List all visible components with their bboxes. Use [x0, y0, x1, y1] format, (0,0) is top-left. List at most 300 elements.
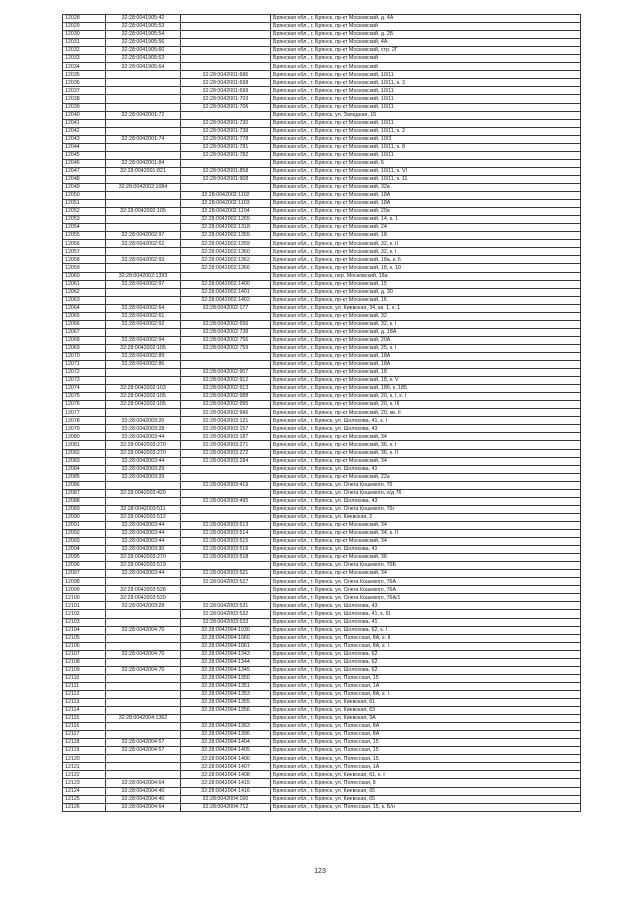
land-cadastral-cell: 32:28:0042004:70 — [106, 666, 181, 674]
building-cadastral-cell: 32:28:0042003:531 — [181, 602, 271, 610]
land-cadastral-cell: 32:28:0042003:270 — [106, 554, 181, 562]
building-cadastral-cell: 32:28:0042003:515 — [181, 538, 271, 546]
land-cadastral-cell — [106, 175, 181, 183]
building-cadastral-cell: 32:28:0042002:1400 — [181, 280, 271, 288]
table-row — [63, 63, 581, 71]
row-number-cell: 12055 — [63, 232, 106, 240]
table-row — [63, 618, 581, 626]
building-cadastral-cell — [181, 159, 271, 167]
building-cadastral-cell: 32:28:0042004:1353 — [181, 690, 271, 698]
row-number-cell: 12094 — [63, 546, 106, 554]
building-cadastral-cell — [181, 465, 271, 473]
address-cell: Брянская обл., г. Брянск, пр-кт Московский, 24 — [271, 224, 581, 232]
address-cell: Брянская обл., г. Брянск, ул. Полесская, 15 — [271, 747, 581, 755]
land-cadastral-cell: 32:28:0042004:40 — [106, 787, 181, 795]
address-cell: Брянская обл., г. Брянск, пр-кт Московский, 10/11 — [271, 103, 581, 111]
address-cell: Брянская обл., г. Брянск, пр-кт Московский, д. 30 — [271, 288, 581, 296]
address-cell: Брянская обл., г. Брянск, пр-кт Московский, 34 — [271, 433, 581, 441]
land-cadastral-cell — [106, 610, 181, 618]
address-cell: Брянская обл., г. Брянск, ул. Полесская, 8А — [271, 731, 581, 739]
table-row — [63, 143, 581, 151]
address-cell: Брянская обл., г. Брянск, ул. Шолохова, 43 — [271, 602, 581, 610]
building-cadastral-cell — [181, 312, 271, 320]
row-number-cell: 12117 — [63, 731, 106, 739]
table-row — [63, 763, 581, 771]
table-row — [63, 409, 581, 417]
building-cadastral-cell: 32:28:0042003:518 — [181, 554, 271, 562]
row-number-cell: 12046 — [63, 159, 106, 167]
row-number-cell: 12124 — [63, 787, 106, 795]
table-row — [63, 425, 581, 433]
address-cell: Брянская обл., г. Брянск, ул. Шолохова, 43 — [271, 425, 581, 433]
address-cell: Брянская обл., г. Брянск, пр-кт Московский, 10/11, к. VI — [271, 167, 581, 175]
table-row — [63, 642, 581, 650]
row-number-cell: 12120 — [63, 755, 106, 763]
row-number-cell: 12044 — [63, 143, 106, 151]
table-row — [63, 650, 581, 658]
row-number-cell: 12041 — [63, 119, 106, 127]
building-cadastral-cell: 32:28:0042003:516 — [181, 546, 271, 554]
land-cadastral-cell: 32:28:0042003:529 — [106, 594, 181, 602]
table-row — [63, 167, 581, 175]
building-cadastral-cell: 32:28:0042004:1396 — [181, 731, 271, 739]
table-row — [63, 634, 581, 642]
address-cell: Брянская обл., г. Брянск, ул. Западная, 15 — [271, 111, 581, 119]
address-cell: Брянская обл., г. Брянск, пр-кт Московский, 18А — [271, 200, 581, 208]
address-cell: Брянская обл., г. Брянск, пр-кт Московский, 10/3 — [271, 135, 581, 143]
building-cadastral-cell — [181, 361, 271, 369]
table-row — [63, 87, 581, 95]
land-cadastral-cell — [106, 127, 181, 135]
table-row — [63, 232, 581, 240]
address-cell: Брянская обл., г. Брянск, ул. Шолохова, 62 — [271, 658, 581, 666]
building-cadastral-cell: 32:28:0042002:1360 — [181, 248, 271, 256]
building-cadastral-cell: 32:28:0042004:1344 — [181, 658, 271, 666]
building-cadastral-cell — [181, 473, 271, 481]
building-cadastral-cell: 32:28:0042004:1350 — [181, 674, 271, 682]
building-cadastral-cell: 32:28:0042004:160 — [181, 795, 271, 803]
row-number-cell: 12087 — [63, 489, 106, 497]
row-number-cell: 12083 — [63, 457, 106, 465]
row-number-cell: 12034 — [63, 63, 106, 71]
address-cell: Брянская обл., г. Брянск, ул. Шолохова, 41 — [271, 618, 581, 626]
land-cadastral-cell: 32:28:0041905:56 — [106, 39, 181, 47]
building-cadastral-cell: 32:28:0042004:1355 — [181, 698, 271, 706]
table-row — [63, 666, 581, 674]
table-row — [63, 312, 581, 320]
row-number-cell: 12056 — [63, 240, 106, 248]
row-number-cell: 12125 — [63, 795, 106, 803]
building-cadastral-cell: 32:28:0042004:1030 — [181, 626, 271, 634]
row-number-cell: 12093 — [63, 538, 106, 546]
row-number-cell: 12039 — [63, 103, 106, 111]
row-number-cell: 12063 — [63, 296, 106, 304]
table-row — [63, 755, 581, 763]
address-cell: Брянская обл., г. Брянск, пр-кт Московский, 18А — [271, 192, 581, 200]
building-cadastral-cell — [181, 55, 271, 63]
page-number: 123 — [314, 868, 326, 875]
building-cadastral-cell — [181, 111, 271, 119]
row-number-cell: 12089 — [63, 505, 106, 513]
land-cadastral-cell: 32:28:0042003:44 — [106, 433, 181, 441]
address-cell: Брянская обл., г. Брянск, пр-кт Московский — [271, 55, 581, 63]
address-cell: Брянская обл., г. Брянск, пр-кт Московский, 36, к. II — [271, 449, 581, 457]
land-cadastral-cell: 32:28:0042002:94 — [106, 336, 181, 344]
address-cell: Брянская обл., г. Брянск, пр-кт Московский, 10/11 — [271, 71, 581, 79]
row-number-cell: 12060 — [63, 272, 106, 280]
row-number-cell: 12082 — [63, 449, 106, 457]
table-row — [63, 159, 581, 167]
land-cadastral-cell — [106, 578, 181, 586]
address-cell: Брянская обл., г. Брянск, пр-кт Московский, 18 — [271, 369, 581, 377]
land-cadastral-cell: 32:28:0042002:103 — [106, 385, 181, 393]
row-number-cell: 12045 — [63, 151, 106, 159]
building-cadastral-cell: 32:28:0042002:1401 — [181, 288, 271, 296]
building-cadastral-cell: 32:28:0042004:1404 — [181, 739, 271, 747]
land-cadastral-cell: 32:28:0042001:821 — [106, 167, 181, 175]
table-row — [63, 682, 581, 690]
table-row — [63, 71, 581, 79]
land-cadastral-cell: 32:28:0042002:62 — [106, 240, 181, 248]
land-cadastral-cell: 32:28:0042003:270 — [106, 449, 181, 457]
building-cadastral-cell: 32:28:0042002:756 — [181, 336, 271, 344]
land-cadastral-cell — [106, 151, 181, 159]
row-number-cell: 12090 — [63, 513, 106, 521]
row-number-cell: 12031 — [63, 39, 106, 47]
table-row — [63, 715, 581, 723]
building-cadastral-cell: 32:28:0042002:1103 — [181, 200, 271, 208]
land-cadastral-cell — [106, 723, 181, 731]
registry-table — [62, 14, 581, 812]
address-cell: Брянская обл., г. Брянск, пр-кт Московский, 32а — [271, 183, 581, 191]
land-cadastral-cell: 32:28:0042003:511 — [106, 505, 181, 513]
building-cadastral-cell: 32:28:0042003:527 — [181, 578, 271, 586]
row-number-cell: 12102 — [63, 610, 106, 618]
building-cadastral-cell: 32:28:0042003:121 — [181, 417, 271, 425]
row-number-cell: 12038 — [63, 95, 106, 103]
table-row — [63, 175, 581, 183]
land-cadastral-cell — [106, 103, 181, 111]
land-cadastral-cell: 32:28:0042002:64 — [106, 304, 181, 312]
address-cell: Брянская обл., г. Брянск, пр-кт Московский, 34 — [271, 521, 581, 529]
row-number-cell: 12068 — [63, 336, 106, 344]
table-row — [63, 200, 581, 208]
row-number-cell: 12097 — [63, 570, 106, 578]
building-cadastral-cell: 32:28:0042003:419 — [181, 481, 271, 489]
address-cell: Брянская обл., г. Брянск, ул. Олега Кошевого, 76г — [271, 505, 581, 513]
table-row — [63, 441, 581, 449]
table-row — [63, 731, 581, 739]
land-cadastral-cell: 32:28:0041905:54 — [106, 31, 181, 39]
address-cell: Брянская обл., г. Брянск, ул. Полесская, 15 — [271, 739, 581, 747]
table-row — [63, 95, 581, 103]
land-cadastral-cell: 32:28:0042003:44 — [106, 538, 181, 546]
row-number-cell: 12042 — [63, 127, 106, 135]
row-number-cell: 12074 — [63, 385, 106, 393]
table-row — [63, 546, 581, 554]
land-cadastral-cell — [106, 95, 181, 103]
land-cadastral-cell — [106, 328, 181, 336]
row-number-cell: 12115 — [63, 715, 106, 723]
table-row — [63, 23, 581, 31]
building-cadastral-cell: 32:28:0042001:782 — [181, 151, 271, 159]
row-number-cell: 12101 — [63, 602, 106, 610]
land-cadastral-cell — [106, 497, 181, 505]
row-number-cell: 12050 — [63, 192, 106, 200]
row-number-cell: 12095 — [63, 554, 106, 562]
building-cadastral-cell: 32:28:0042004:1351 — [181, 682, 271, 690]
row-number-cell: 12100 — [63, 594, 106, 602]
table-row — [63, 481, 581, 489]
building-cadastral-cell — [181, 513, 271, 521]
land-cadastral-cell: 32:28:0042002:1084 — [106, 183, 181, 191]
row-number-cell: 12043 — [63, 135, 106, 143]
building-cadastral-cell: 32:28:0042004:1416 — [181, 787, 271, 795]
table-row — [63, 795, 581, 803]
row-number-cell: 12080 — [63, 433, 106, 441]
row-number-cell: 12092 — [63, 530, 106, 538]
table-row — [63, 47, 581, 55]
address-cell: Брянская обл., г. Брянск, пр-кт Московский, 36 — [271, 554, 581, 562]
table-row — [63, 433, 581, 441]
row-number-cell: 12107 — [63, 650, 106, 658]
row-number-cell: 12052 — [63, 208, 106, 216]
row-number-cell: 12105 — [63, 634, 106, 642]
table-row — [63, 779, 581, 787]
table-row — [63, 344, 581, 352]
address-cell: Брянская обл., г. Брянск, пр-кт Московский, 20а — [271, 208, 581, 216]
land-cadastral-cell — [106, 119, 181, 127]
land-cadastral-cell — [106, 192, 181, 200]
table-row — [63, 240, 581, 248]
address-cell: Брянская обл., г. Брянск, пр-кт Московский, д. 2Б — [271, 31, 581, 39]
table-row — [63, 787, 581, 795]
address-cell: Брянская обл., г. Брянск, ул. Киевская, 34, кв. 1, к. 1 — [271, 304, 581, 312]
table-row — [63, 352, 581, 360]
land-cadastral-cell: 32:28:0042002:97 — [106, 232, 181, 240]
building-cadastral-cell: 32:28:0042002:1265 — [181, 216, 271, 224]
land-cadastral-cell: 32:28:0042003:270 — [106, 441, 181, 449]
row-number-cell: 12037 — [63, 87, 106, 95]
address-cell: Брянская обл., г. Брянск, ул. Киевская, 65 — [271, 795, 581, 803]
row-number-cell: 12073 — [63, 377, 106, 385]
table-row — [63, 489, 581, 497]
land-cadastral-cell — [106, 143, 181, 151]
building-cadastral-cell: 32:28:0042001:858 — [181, 167, 271, 175]
land-cadastral-cell — [106, 731, 181, 739]
land-cadastral-cell: 32:28:0041905:63 — [106, 55, 181, 63]
address-cell: Брянская обл., г. Брянск, ул. Олега Кошевого, о/д 76 — [271, 489, 581, 497]
table-row — [63, 264, 581, 272]
row-number-cell: 12096 — [63, 562, 106, 570]
table-row — [63, 473, 581, 481]
row-number-cell: 12123 — [63, 779, 106, 787]
land-cadastral-cell: 32:28:0042004:40 — [106, 795, 181, 803]
table-row — [63, 723, 581, 731]
address-cell: Брянская обл., г. Брянск, ул. Полесская, 15, к. Б/н — [271, 803, 581, 811]
building-cadastral-cell: 32:28:0042002:1104 — [181, 208, 271, 216]
building-cadastral-cell — [181, 272, 271, 280]
address-cell: Брянская обл., г. Брянск, пр-кт Московский, 34 — [271, 570, 581, 578]
land-cadastral-cell: 32:28:0042004:1362 — [106, 715, 181, 723]
land-cadastral-cell — [106, 763, 181, 771]
address-cell: Брянская обл., г. Брянск, пр-кт Московский, стр. 2Г — [271, 47, 581, 55]
building-cadastral-cell — [181, 505, 271, 513]
row-number-cell: 12109 — [63, 666, 106, 674]
building-cadastral-cell: 32:28:0042002:996 — [181, 409, 271, 417]
building-cadastral-cell: 32:28:0042004:712 — [181, 803, 271, 811]
address-cell: Брянская обл., г. Брянск, пр-кт Московский, 25, к. I — [271, 344, 581, 352]
land-cadastral-cell: 32:28:0042002:97 — [106, 280, 181, 288]
land-cadastral-cell: 32:28:0042003:28 — [106, 425, 181, 433]
building-cadastral-cell: 32:28:0042001:908 — [181, 175, 271, 183]
address-cell: Брянская обл., г. Брянск, ул. Полесская, 8А, к. I — [271, 642, 581, 650]
table-row — [63, 497, 581, 505]
table-row — [63, 594, 581, 602]
land-cadastral-cell: 32:28:0042004:70 — [106, 650, 181, 658]
building-cadastral-cell: 32:28:0042001:699 — [181, 87, 271, 95]
land-cadastral-cell: 32:28:0042003:512 — [106, 513, 181, 521]
address-cell: Брянская обл., г. Брянск, пр-кт Московский, 10/11, к. 3 — [271, 79, 581, 87]
building-cadastral-cell: 32:28:0042002:1102 — [181, 192, 271, 200]
land-cadastral-cell — [106, 296, 181, 304]
address-cell: Брянская обл., г. Брянск, пр-кт Московский, 22а — [271, 473, 581, 481]
address-cell: Брянская обл., г. Брянск, ул. Шолохова, 41 — [271, 546, 581, 554]
address-cell: Брянская обл., г. Брянск, ул. Шолохова, 62 — [271, 650, 581, 658]
table-row — [63, 707, 581, 715]
land-cadastral-cell: 32:28:0042002:89 — [106, 352, 181, 360]
land-cadastral-cell: 32:28:0042003:39 — [106, 473, 181, 481]
address-cell: Брянская обл., г. Брянск, пр-кт Московский, 6 — [271, 159, 581, 167]
row-number-cell: 12054 — [63, 224, 106, 232]
building-cadastral-cell: 32:28:0042004:1356 — [181, 707, 271, 715]
row-number-cell: 12113 — [63, 698, 106, 706]
row-number-cell: 12116 — [63, 723, 106, 731]
table-row — [63, 39, 581, 47]
building-cadastral-cell: 32:28:0042004:1407 — [181, 763, 271, 771]
land-cadastral-cell — [106, 200, 181, 208]
land-cadastral-cell: 32:28:0042002:105 — [106, 344, 181, 352]
address-cell: Брянская обл., г. Брянск, пр-кт Московский, д. 18А — [271, 328, 581, 336]
land-cadastral-cell: 32:28:0042003:44 — [106, 521, 181, 529]
row-number-cell: 12065 — [63, 312, 106, 320]
row-number-cell: 12079 — [63, 425, 106, 433]
table-row — [63, 417, 581, 425]
row-number-cell: 12059 — [63, 264, 106, 272]
table-row — [63, 578, 581, 586]
row-number-cell: 12111 — [63, 682, 106, 690]
building-cadastral-cell: 32:28:0042001:738 — [181, 127, 271, 135]
building-cadastral-cell: 32:28:0042002:912 — [181, 377, 271, 385]
row-number-cell: 12049 — [63, 183, 106, 191]
land-cadastral-cell — [106, 224, 181, 232]
land-cadastral-cell: 32:28:0042004:70 — [106, 626, 181, 634]
row-number-cell: 12051 — [63, 200, 106, 208]
table-row — [63, 505, 581, 513]
row-number-cell: 12103 — [63, 618, 106, 626]
row-number-cell: 12104 — [63, 626, 106, 634]
address-cell: Брянская обл., г. Брянск, ул. Полесская, 15 — [271, 755, 581, 763]
address-cell: Брянская обл., г. Брянск, ул. Киевская, 63 — [271, 707, 581, 715]
land-cadastral-cell — [106, 264, 181, 272]
row-number-cell: 12032 — [63, 47, 106, 55]
table-row — [63, 296, 581, 304]
address-cell: Брянская обл., г. Брянск, пр-кт Московский, 32, к. I — [271, 248, 581, 256]
registry-table-container — [62, 14, 580, 812]
address-cell: Брянская обл., г. Брянск, пр-кт Московский, 10/11, к. 8 — [271, 143, 581, 151]
building-cadastral-cell — [181, 586, 271, 594]
row-number-cell: 12084 — [63, 465, 106, 473]
table-row — [63, 530, 581, 538]
address-cell: Брянская обл., г. Брянск, пр-кт Московский, 18А — [271, 361, 581, 369]
table-row — [63, 328, 581, 336]
land-cadastral-cell — [106, 690, 181, 698]
address-cell: Брянская обл., г. Брянск, пр-кт Московский, 20, к. I, к. I — [271, 393, 581, 401]
address-cell: Брянская обл., г. Брянск, пр-кт Московский, 34 — [271, 457, 581, 465]
address-cell: Брянская обл., г. Брянск, ул. Олега Кошевого, 76А/1 — [271, 594, 581, 602]
row-number-cell: 12119 — [63, 747, 106, 755]
building-cadastral-cell — [181, 63, 271, 71]
land-cadastral-cell — [106, 481, 181, 489]
table-row — [63, 135, 581, 143]
building-cadastral-cell: 32:28:0042003:271 — [181, 441, 271, 449]
table-row — [63, 393, 581, 401]
address-cell: Брянская обл., г. Брянск, пр-кт Московский, 10/11, к. 2 — [271, 127, 581, 135]
table-row — [63, 369, 581, 377]
land-cadastral-cell — [106, 707, 181, 715]
land-cadastral-cell: 32:28:0041905:60 — [106, 47, 181, 55]
building-cadastral-cell — [181, 39, 271, 47]
row-number-cell: 12077 — [63, 409, 106, 417]
table-row — [63, 320, 581, 328]
row-number-cell: 12062 — [63, 288, 106, 296]
address-cell: Брянская обл., г. Брянск, ул. Шолохова, 41, к. I — [271, 417, 581, 425]
row-number-cell: 12098 — [63, 578, 106, 586]
row-number-cell: 12058 — [63, 256, 106, 264]
row-number-cell: 12091 — [63, 521, 106, 529]
building-cadastral-cell: 32:28:0042003:187 — [181, 433, 271, 441]
row-number-cell: 12114 — [63, 707, 106, 715]
building-cadastral-cell: 32:28:0042002:913 — [181, 385, 271, 393]
land-cadastral-cell: 32:28:0042002:61 — [106, 312, 181, 320]
building-cadastral-cell: 32:28:0042004:1343 — [181, 650, 271, 658]
table-row — [63, 111, 581, 119]
address-cell: Брянская обл., г. Брянск, пр-кт Московский, 14, к. 1 — [271, 216, 581, 224]
land-cadastral-cell: 32:28:0041905:64 — [106, 63, 181, 71]
land-cadastral-cell — [106, 658, 181, 666]
land-cadastral-cell — [106, 771, 181, 779]
building-cadastral-cell: 32:28:0042002:759 — [181, 344, 271, 352]
building-cadastral-cell — [181, 15, 271, 23]
land-cadastral-cell — [106, 377, 181, 385]
row-number-cell: 12033 — [63, 55, 106, 63]
address-cell: Брянская обл., г. Брянск, пр-кт Московский, 10/11 — [271, 119, 581, 127]
address-cell: Брянская обл., г. Брянск, ул. Шолохова, 41 — [271, 465, 581, 473]
address-cell: Брянская обл., г. Брянск, пр-кт Московский, 18 — [271, 232, 581, 240]
address-cell: Брянская обл., г. Брянск, пр-кт Московский, 36, к. I — [271, 441, 581, 449]
building-cadastral-cell — [181, 715, 271, 723]
land-cadastral-cell — [106, 79, 181, 87]
land-cadastral-cell: 32:28:0042003:44 — [106, 570, 181, 578]
table-row — [63, 192, 581, 200]
land-cadastral-cell — [106, 216, 181, 224]
building-cadastral-cell: 32:28:0042002:738 — [181, 328, 271, 336]
table-row — [63, 248, 581, 256]
land-cadastral-cell: 32:28:0042003:29 — [106, 465, 181, 473]
table-row — [63, 208, 581, 216]
table-row — [63, 31, 581, 39]
building-cadastral-cell: 32:28:0042003:495 — [181, 497, 271, 505]
